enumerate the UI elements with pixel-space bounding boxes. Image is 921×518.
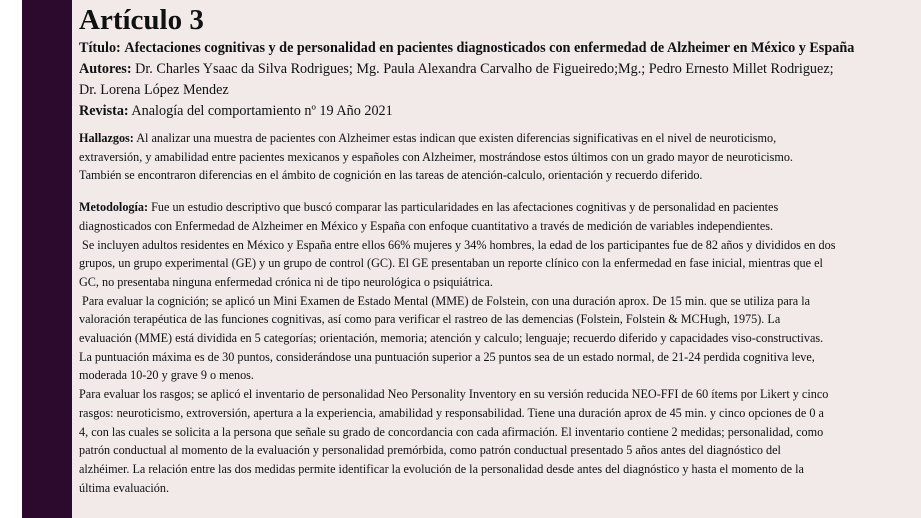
journal-label: Revista: bbox=[79, 103, 129, 119]
findings-line-2: extraversión, y amabilidad entre pacientes mexicanos y españoles con Alzheimer, mostrándose estos últimos con un grado mayor de neuroticismo. bbox=[79, 149, 793, 164]
article-content bbox=[79, 0, 917, 497]
authors-line-2: Dr. Lorena López Mendez bbox=[79, 82, 229, 98]
method-line: patrón conductual al momento de la evaluación y personalidad premórbida, como patrón conductual presentado 5 años antes del diagnóstico del bbox=[79, 443, 781, 458]
method-label: Metodología: bbox=[79, 200, 149, 215]
findings-label: Hallazgos: bbox=[79, 131, 134, 145]
article-heading: Artículo 3 bbox=[79, 4, 204, 36]
title-label: Título: bbox=[79, 40, 121, 56]
findings-text-1: Al analizar una muestra de pacientes con Alzheimer estas indican que existen diferencias significativas en el nivel de neuroticismo, bbox=[136, 131, 777, 145]
left-margin bbox=[0, 0, 22, 518]
method-text-1: Fue un estudio descriptivo que buscó comparar las particularidades en las afectaciones cognitivas y de personalidad en pacientes bbox=[151, 200, 779, 215]
findings-line-3: También se encontraron diferencias en el ámbito de cognición en las tareas de atención-calculo, orientación y recuerdo diferido. bbox=[79, 168, 703, 183]
title-text: Afectaciones cognitivas y de personalidad en pacientes diagnosticados con enfermedad de Alzheimer en México y España bbox=[124, 40, 855, 56]
method-line: alzhéimer. La relación entre las dos medidas permite identificar la evolución de la personalidad desde antes del diagnóstico y hasta el momento de la bbox=[79, 461, 804, 476]
method-line: evaluación (MME) está dividida en 5 categorías; orientación, memoria; atención y calculo; lenguaje; recuerdo diferido y capacidades viso-constructivas. bbox=[79, 331, 824, 346]
authors-label: Autores: bbox=[79, 61, 132, 77]
method-section bbox=[79, 198, 917, 497]
method-line: Para evaluar la cognición; se aplicó un Mini Examen de Estado Mental (MME) de Folstein, con una duración aprox. De 15 min. que se utiliza para la bbox=[79, 293, 811, 308]
article-title-line bbox=[79, 38, 917, 59]
method-line: Para evaluar los rasgos; se aplicó el inventario de personalidad Neo Personality Inventory en su versión reducida NEO-FFI de 60 ítems por Likert y cinco bbox=[79, 387, 829, 402]
method-line: valoración terapéutica de las funciones cognitivas, así como para verificar el rastreo de las demencias (Folstein, Folstein & MCHugh, 1975). La bbox=[79, 312, 781, 327]
findings-line-1 bbox=[79, 129, 917, 148]
method-line: rasgos: neuroticismo, extroversión, apertura a la experiencia, amabilidad y responsabilidad. Tiene una duración aprox de 45 min. y cinco opciones de 0 a bbox=[79, 405, 824, 420]
decorative-sidebar bbox=[22, 0, 72, 518]
method-line: 4, con las cuales se solicita a la persona que señale su grado de concordancia con cada afirmación. El inventario contiene 2 medidas; personalidad, como bbox=[79, 424, 824, 439]
method-line: grupos, un grupo experimental (GE) y un grupo de control (GC). El GE presentaban un reporte clínico con la enfermedad en fase inicial, mientras que el bbox=[79, 256, 823, 271]
authors-text-1: Dr. Charles Ysaac da Silva Rodrigues; Mg. Paula Alexandra Carvalho de Figueiredo;Mg.; Pedro Ernesto Millet Rodriguez; bbox=[135, 61, 834, 77]
method-line: última evaluación. bbox=[79, 480, 170, 495]
method-line: moderada 10-20 y grave 9 o menos. bbox=[79, 368, 254, 383]
method-line: Se incluyen adultos residentes en México y España entre ellos 66% mujeres y 34% hombres, la edad de los participantes fue de 82 años y divididos en dos bbox=[79, 237, 836, 252]
method-line: La puntuación máxima es de 30 puntos, considerándose una puntuación superior a 25 puntos sea de un estado normal, de 21-24 perdida cognitiva leve, bbox=[79, 349, 815, 364]
method-line: GC, no presentaba ninguna enfermedad crónica ni de tipo neurológica o psiquiátrica. bbox=[79, 274, 493, 289]
authors-line-1 bbox=[79, 59, 917, 80]
method-line: diagnosticados con Enfermedad de Alzheimer en México y España con enfoque cuantitativo a través de medición de variables independientes. bbox=[79, 218, 774, 233]
method-line-1 bbox=[79, 198, 917, 217]
journal-text: Analogía del comportamiento nº 19 Año 2021 bbox=[131, 103, 393, 119]
journal-line bbox=[79, 101, 917, 122]
findings-section bbox=[79, 129, 917, 185]
